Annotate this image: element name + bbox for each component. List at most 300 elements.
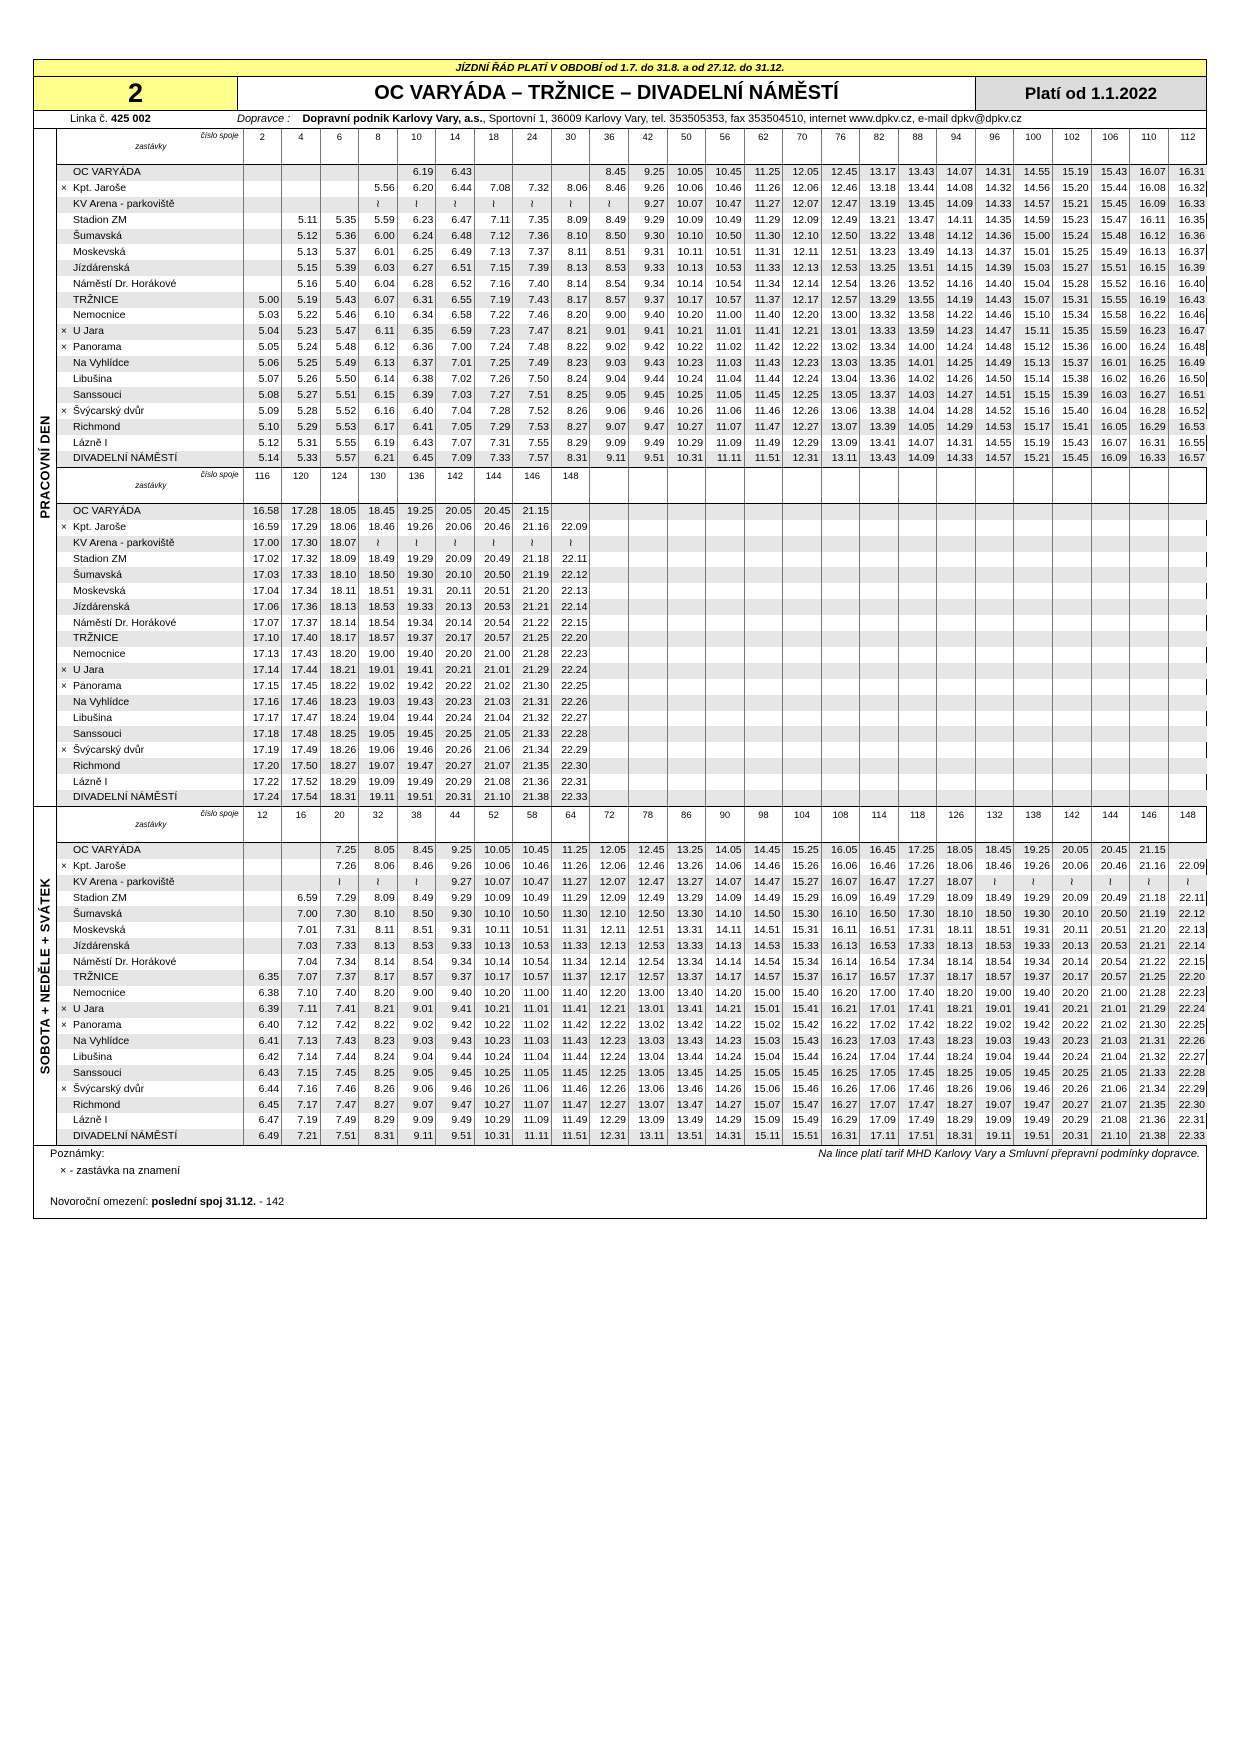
departure-time — [783, 774, 822, 790]
departure-time — [783, 695, 822, 711]
departure-time: 12.11 — [590, 922, 629, 938]
departure-time: 11.03 — [513, 1034, 552, 1050]
stop-name-cell — [57, 451, 243, 467]
departure-time — [937, 790, 976, 806]
departure-time: 13.40 — [667, 986, 706, 1002]
departure-time: 9.31 — [629, 244, 668, 260]
departure-time: 17.45 — [898, 1065, 937, 1081]
departure-time — [860, 567, 899, 583]
departure-time — [243, 842, 282, 858]
stop-name: Na Vyhlídce — [73, 1034, 130, 1047]
trip-number: 32 — [359, 807, 398, 843]
departure-time: 7.40 — [513, 276, 552, 292]
departure-time: 16.15 — [1130, 260, 1169, 276]
departure-time: 8.29 — [551, 435, 590, 451]
title-row — [34, 77, 1206, 111]
trip-number — [706, 467, 745, 503]
departure-time — [937, 567, 976, 583]
departure-time: 8.27 — [359, 1097, 398, 1113]
departure-time: ≀ — [975, 875, 1014, 891]
departure-time: 22.33 — [1168, 1129, 1207, 1145]
departure-time: 6.47 — [436, 213, 475, 229]
departure-time: 13.37 — [667, 970, 706, 986]
stop-name: U Jara — [73, 1003, 104, 1016]
departure-time — [243, 276, 282, 292]
departure-time: 10.45 — [513, 842, 552, 858]
departure-time: 21.03 — [1091, 1034, 1130, 1050]
departure-time — [1130, 631, 1169, 647]
departure-time: 12.49 — [629, 891, 668, 907]
trip-number: 36 — [590, 129, 629, 165]
departure-time — [1130, 583, 1169, 599]
departure-time: 21.08 — [474, 774, 513, 790]
departure-time: 7.00 — [436, 340, 475, 356]
departure-time: 21.33 — [1130, 1065, 1169, 1081]
departure-time: 18.20 — [937, 986, 976, 1002]
departure-time: 14.07 — [937, 165, 976, 181]
departure-time: 20.51 — [474, 583, 513, 599]
stop-name-cell — [57, 938, 243, 954]
departure-time: 10.10 — [667, 229, 706, 245]
stop-row — [57, 419, 1207, 435]
departure-time — [667, 567, 706, 583]
departure-time: 12.13 — [590, 938, 629, 954]
departure-time: ≀ — [551, 536, 590, 552]
departure-time: 7.48 — [513, 340, 552, 356]
departure-time: 5.04 — [243, 324, 282, 340]
departure-time: 10.25 — [667, 387, 706, 403]
departure-time: 20.51 — [1091, 922, 1130, 938]
departure-time: 5.24 — [282, 340, 321, 356]
departure-time — [783, 711, 822, 727]
stop-name: Stadion ZM — [73, 553, 127, 566]
departure-time: 6.23 — [397, 213, 436, 229]
stop-name: Nemocnice — [73, 987, 126, 1000]
stop-row — [57, 1002, 1207, 1018]
departure-time: 20.06 — [1053, 859, 1092, 875]
departure-time: 18.25 — [937, 1065, 976, 1081]
departure-time — [975, 583, 1014, 599]
departure-time: 15.19 — [1014, 435, 1053, 451]
departure-time — [590, 647, 629, 663]
departure-time — [975, 520, 1014, 536]
departure-time: ≀ — [397, 197, 436, 213]
departure-time: 13.11 — [629, 1129, 668, 1145]
departure-time — [860, 679, 899, 695]
departure-time: 12.05 — [590, 842, 629, 858]
departure-time: 11.02 — [513, 1018, 552, 1034]
stop-row — [57, 726, 1207, 742]
stop-name: Richmond — [73, 1098, 121, 1111]
trip-number: 44 — [436, 807, 475, 843]
departure-time — [898, 599, 937, 615]
departure-time — [1130, 679, 1169, 695]
departure-time: 15.31 — [1053, 292, 1092, 308]
departure-time: 13.47 — [667, 1097, 706, 1113]
departure-time — [1130, 711, 1169, 727]
departure-time: 12.31 — [783, 451, 822, 467]
departure-time: 15.00 — [1014, 229, 1053, 245]
departure-time: 13.09 — [629, 1113, 668, 1129]
departure-time: 20.25 — [436, 726, 475, 742]
departure-time — [667, 583, 706, 599]
departure-time — [821, 552, 860, 568]
departure-time: 7.51 — [320, 1129, 359, 1145]
departure-time: 17.02 — [860, 1018, 899, 1034]
departure-time: 7.27 — [474, 387, 513, 403]
departure-time — [1091, 711, 1130, 727]
departure-time: 16.06 — [821, 859, 860, 875]
departure-time: 17.44 — [898, 1049, 937, 1065]
departure-time: 11.34 — [551, 954, 590, 970]
departure-time — [975, 742, 1014, 758]
departure-time: 8.21 — [551, 324, 590, 340]
departure-time — [860, 647, 899, 663]
departure-time: 9.00 — [590, 308, 629, 324]
departure-time — [937, 631, 976, 647]
departure-time: 14.39 — [975, 260, 1014, 276]
departure-time: 13.36 — [860, 372, 899, 388]
departure-time: 11.25 — [551, 842, 590, 858]
departure-time — [975, 679, 1014, 695]
departure-time: 12.06 — [590, 859, 629, 875]
departure-time: 8.51 — [590, 244, 629, 260]
departure-time — [744, 695, 783, 711]
departure-time: 18.21 — [320, 663, 359, 679]
stop-row — [57, 403, 1207, 419]
departure-time: 18.49 — [975, 891, 1014, 907]
departure-time: 19.01 — [359, 663, 398, 679]
departure-time — [898, 742, 937, 758]
trip-number — [860, 467, 899, 503]
departure-time: 12.14 — [590, 954, 629, 970]
departure-time — [1168, 503, 1207, 519]
departure-time: 9.49 — [436, 1113, 475, 1129]
departure-time: 22.09 — [1168, 859, 1207, 875]
stop-row — [57, 356, 1207, 372]
departure-time: 19.04 — [359, 711, 398, 727]
departure-time: 15.44 — [1091, 181, 1130, 197]
departure-time: 6.41 — [243, 1034, 282, 1050]
stop-name: Moskevská — [73, 584, 126, 597]
departure-time — [706, 583, 745, 599]
stop-row — [57, 1018, 1207, 1034]
departure-time: 11.51 — [551, 1129, 590, 1145]
departure-time — [590, 663, 629, 679]
departure-time — [359, 165, 398, 181]
departure-time: 9.34 — [436, 954, 475, 970]
departure-time — [898, 726, 937, 742]
departure-time — [1130, 726, 1169, 742]
departure-time: 14.00 — [898, 340, 937, 356]
departure-time: 6.21 — [359, 451, 398, 467]
departure-time: 12.54 — [821, 276, 860, 292]
departure-time — [667, 758, 706, 774]
departure-time — [1053, 695, 1092, 711]
departure-time — [860, 695, 899, 711]
departure-time: 7.11 — [282, 1002, 321, 1018]
departure-time: 6.45 — [397, 451, 436, 467]
departure-time: 15.27 — [783, 875, 822, 891]
departure-time: 5.37 — [320, 244, 359, 260]
departure-time: 13.55 — [898, 292, 937, 308]
departure-time — [1053, 679, 1092, 695]
departure-time: 20.24 — [1053, 1049, 1092, 1065]
stop-row — [57, 906, 1207, 922]
departure-time: 17.43 — [282, 647, 321, 663]
departure-time — [744, 599, 783, 615]
departure-time — [1168, 679, 1207, 695]
stop-name-cell — [57, 1034, 243, 1050]
departure-time: 11.43 — [551, 1034, 590, 1050]
stop-name: Kpt. Jaroše — [73, 521, 127, 534]
departure-time: 12.51 — [629, 922, 668, 938]
departure-time: 14.54 — [744, 954, 783, 970]
stop-name: Sanssouci — [73, 727, 122, 740]
departure-time: 12.54 — [629, 954, 668, 970]
departure-time: 6.59 — [282, 891, 321, 907]
departure-time: 13.02 — [821, 340, 860, 356]
trip-number: 96 — [975, 129, 1014, 165]
departure-time: 20.11 — [1053, 922, 1092, 938]
departure-time: 5.27 — [282, 387, 321, 403]
departure-time: 16.31 — [821, 1129, 860, 1145]
departure-time: 12.46 — [629, 859, 668, 875]
request-stop-mark: × — [61, 861, 67, 873]
departure-time: 11.46 — [551, 1081, 590, 1097]
request-stop-mark: × — [61, 1083, 67, 1095]
departure-time: 7.29 — [320, 891, 359, 907]
stop-name: OC VARYÁDA — [73, 844, 141, 857]
departure-time — [1091, 599, 1130, 615]
departure-time — [975, 536, 1014, 552]
departure-time — [1130, 567, 1169, 583]
departure-time: 15.09 — [744, 1113, 783, 1129]
departure-time — [744, 503, 783, 519]
departure-time: 13.41 — [667, 1002, 706, 1018]
departure-time — [821, 742, 860, 758]
stop-row — [57, 435, 1207, 451]
departure-time: 15.47 — [1091, 213, 1130, 229]
departure-time — [821, 679, 860, 695]
trip-number: 114 — [860, 807, 899, 843]
departure-time: 22.31 — [1168, 1113, 1207, 1129]
departure-time: 14.53 — [975, 419, 1014, 435]
departure-time — [590, 615, 629, 631]
departure-time: 15.14 — [1014, 372, 1053, 388]
departure-time: 9.46 — [436, 1081, 475, 1097]
trip-number: 138 — [1014, 807, 1053, 843]
departure-time: 18.11 — [320, 583, 359, 599]
departure-time: 12.29 — [590, 1113, 629, 1129]
departure-time: 19.47 — [1014, 1097, 1053, 1113]
departure-time: 7.51 — [513, 387, 552, 403]
departure-time: 16.27 — [821, 1097, 860, 1113]
departure-time: 6.17 — [359, 419, 398, 435]
departure-time: 20.54 — [1091, 954, 1130, 970]
departure-time: 8.25 — [551, 387, 590, 403]
departure-time: 14.07 — [706, 875, 745, 891]
departure-time: 6.20 — [397, 181, 436, 197]
departure-time: 20.10 — [1053, 906, 1092, 922]
departure-time: 15.37 — [783, 970, 822, 986]
departure-time: 10.14 — [474, 954, 513, 970]
departure-time: 14.50 — [975, 372, 1014, 388]
departure-time: 13.41 — [860, 435, 899, 451]
departure-time — [1091, 647, 1130, 663]
departure-time — [667, 503, 706, 519]
departure-time: 14.26 — [937, 372, 976, 388]
departure-time: 6.03 — [359, 260, 398, 276]
departure-time: 8.20 — [551, 308, 590, 324]
departure-time: 6.52 — [436, 276, 475, 292]
departure-time: 12.17 — [783, 292, 822, 308]
departure-time — [667, 647, 706, 663]
departure-time: 16.31 — [1168, 165, 1207, 181]
departure-time: 7.24 — [474, 340, 513, 356]
departure-time: 13.37 — [860, 387, 899, 403]
departure-time: 17.05 — [860, 1065, 899, 1081]
departure-time: 7.33 — [474, 451, 513, 467]
departure-time: 11.46 — [744, 403, 783, 419]
departure-time: 18.31 — [320, 790, 359, 806]
departure-time: 9.07 — [397, 1097, 436, 1113]
departure-time: 18.46 — [359, 520, 398, 536]
departure-time: 9.06 — [590, 403, 629, 419]
departure-time: 14.05 — [706, 842, 745, 858]
trip-number: 110 — [1130, 129, 1169, 165]
departure-time: 13.26 — [860, 276, 899, 292]
departure-time: 8.54 — [590, 276, 629, 292]
trip-number: 50 — [667, 129, 706, 165]
departure-time: 7.37 — [320, 970, 359, 986]
departure-time: ≀ — [513, 197, 552, 213]
trip-number — [744, 467, 783, 503]
departure-time — [590, 583, 629, 599]
departure-time: 7.46 — [513, 308, 552, 324]
departure-time: 8.13 — [359, 938, 398, 954]
departure-time: 20.13 — [1053, 938, 1092, 954]
departure-time — [783, 615, 822, 631]
departure-time: 7.19 — [282, 1113, 321, 1129]
departure-time — [821, 647, 860, 663]
departure-time — [860, 663, 899, 679]
departure-time: 20.50 — [1091, 906, 1130, 922]
departure-time: 21.06 — [474, 742, 513, 758]
departure-time: 14.36 — [975, 229, 1014, 245]
departure-time: 19.11 — [359, 790, 398, 806]
departure-time: 6.38 — [243, 986, 282, 1002]
departure-time — [667, 790, 706, 806]
departure-time — [590, 790, 629, 806]
trip-number: 52 — [474, 807, 513, 843]
departure-time — [320, 165, 359, 181]
new-year-note — [50, 1196, 284, 1208]
departure-time: 8.17 — [551, 292, 590, 308]
departure-time — [898, 774, 937, 790]
departure-time: 18.09 — [320, 552, 359, 568]
departure-time: 13.25 — [667, 842, 706, 858]
trip-number: 6 — [320, 129, 359, 165]
departure-time: 9.40 — [436, 986, 475, 1002]
departure-time: 17.15 — [243, 679, 282, 695]
departure-time: 17.06 — [860, 1081, 899, 1097]
stop-name: DIVADELNÍ NÁMĚSTÍ — [73, 791, 178, 804]
departure-time: 15.16 — [1014, 403, 1053, 419]
departure-time: 19.00 — [359, 647, 398, 663]
departure-time — [975, 663, 1014, 679]
departure-time: 6.36 — [397, 340, 436, 356]
departure-time: 19.05 — [359, 726, 398, 742]
stop-name-cell — [57, 583, 243, 599]
departure-time — [898, 790, 937, 806]
departure-time: 22.14 — [551, 599, 590, 615]
departure-time: ≀ — [474, 197, 513, 213]
trip-number: 98 — [744, 807, 783, 843]
departure-time: 19.03 — [359, 695, 398, 711]
departure-time: 8.24 — [551, 372, 590, 388]
departure-time: 14.53 — [744, 938, 783, 954]
stop-row — [57, 1034, 1207, 1050]
departure-time — [860, 615, 899, 631]
departure-time — [860, 758, 899, 774]
departure-time — [898, 520, 937, 536]
departure-time: 8.29 — [359, 1113, 398, 1129]
departure-time: 9.42 — [436, 1018, 475, 1034]
departure-time: 5.53 — [320, 419, 359, 435]
departure-time: 17.20 — [243, 758, 282, 774]
departure-time: 22.20 — [551, 631, 590, 647]
departure-time: 18.24 — [320, 711, 359, 727]
departure-time: 11.29 — [551, 891, 590, 907]
departure-time: 20.45 — [1091, 842, 1130, 858]
departure-time: 17.02 — [243, 552, 282, 568]
trip-number: 108 — [821, 807, 860, 843]
departure-time — [706, 631, 745, 647]
departure-time: 19.45 — [397, 726, 436, 742]
departure-time: 22.12 — [551, 567, 590, 583]
departure-time: 9.02 — [590, 340, 629, 356]
trip-number: 88 — [898, 129, 937, 165]
departure-time: 16.04 — [1091, 403, 1130, 419]
departure-time: 22.28 — [551, 726, 590, 742]
stop-row — [57, 567, 1207, 583]
departure-time: 16.57 — [1168, 451, 1207, 467]
departure-time: 12.22 — [590, 1018, 629, 1034]
departure-time: 17.09 — [860, 1113, 899, 1129]
departure-time: 13.51 — [667, 1129, 706, 1145]
departure-time: 10.20 — [667, 308, 706, 324]
departure-time: 18.05 — [937, 842, 976, 858]
departure-time — [1053, 758, 1092, 774]
departure-time: 17.40 — [898, 986, 937, 1002]
stop-row — [57, 520, 1207, 536]
departure-time: 6.35 — [397, 324, 436, 340]
departure-time — [667, 742, 706, 758]
departure-time — [551, 503, 590, 519]
trip-number: 148 — [551, 467, 590, 503]
departure-time: 15.45 — [1091, 197, 1130, 213]
trip-number: 20 — [320, 807, 359, 843]
departure-time: 10.24 — [667, 372, 706, 388]
stop-name: Richmond — [73, 420, 121, 433]
departure-time — [243, 229, 282, 245]
departure-time — [821, 663, 860, 679]
departure-time — [590, 552, 629, 568]
departure-time: 15.52 — [1091, 276, 1130, 292]
notes-legend: × - zastávka na znamení — [60, 1164, 181, 1177]
departure-time — [744, 679, 783, 695]
